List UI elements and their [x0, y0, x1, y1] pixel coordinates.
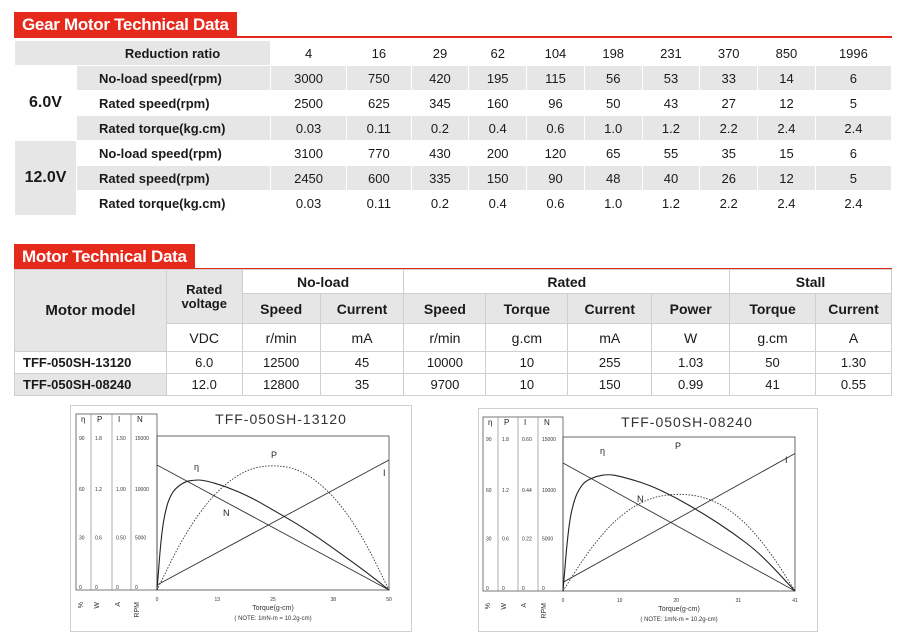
value-cell: 200	[469, 141, 527, 166]
x-tick-label: 38	[330, 597, 337, 603]
series-label: P	[675, 441, 682, 451]
motor-section-title: Motor Technical Data	[14, 244, 195, 270]
rated-voltage-header: Rated voltage	[166, 270, 242, 324]
value-cell: 625	[347, 91, 411, 116]
value-cell: 6	[815, 141, 891, 166]
value-cell: 0.03	[271, 116, 347, 141]
axis-value-label: 1.8	[95, 436, 102, 442]
value-cell: 1.2	[642, 116, 700, 141]
unit-cell: r/min	[404, 324, 486, 352]
value-cell: 0.4	[469, 116, 527, 141]
ratio-cell: 231	[642, 41, 700, 66]
value-cell: 5	[815, 91, 891, 116]
rated-header: Rated	[404, 270, 730, 294]
axis-value-label: 15000	[135, 436, 149, 442]
ratio-cell: 29	[411, 41, 469, 66]
series-label: η	[194, 462, 200, 472]
axis-value-label: 0	[79, 585, 82, 591]
value-cell: 10	[486, 374, 568, 396]
value-cell: 50	[730, 352, 816, 374]
value-cell: 6.0	[166, 352, 242, 374]
label-panel	[483, 417, 563, 591]
ratio-cell: 198	[584, 41, 642, 66]
value-cell: 12500	[242, 352, 320, 374]
column-head: η	[81, 415, 86, 424]
value-cell: 96	[527, 91, 585, 116]
value-cell: 2450	[271, 166, 347, 191]
axis-value-label: 90	[79, 436, 85, 442]
value-cell: 2.2	[700, 191, 758, 216]
value-cell: 335	[411, 166, 469, 191]
table-row	[15, 66, 892, 91]
ratio-cell: 850	[758, 41, 816, 66]
value-cell: 12	[758, 91, 816, 116]
value-cell: 33	[700, 66, 758, 91]
value-cell: 48	[584, 166, 642, 191]
chart-title: TFF-050SH-08240	[621, 414, 753, 430]
column-head: I	[524, 418, 527, 427]
value-cell: 43	[642, 91, 700, 116]
value-cell: 0.2	[411, 191, 469, 216]
value-cell: 0.11	[347, 116, 411, 141]
unit-cell: mA	[568, 324, 652, 352]
value-cell: 1.0	[584, 191, 642, 216]
value-cell: 345	[411, 91, 469, 116]
x-tick-label: 20	[673, 598, 679, 604]
axis-value-label: 0	[522, 586, 525, 592]
value-cell: 53	[642, 66, 700, 91]
value-cell: 12.0	[166, 374, 242, 396]
x-axis-label: Torque(g-cm)	[252, 605, 294, 612]
axis-value-label: 0	[95, 585, 98, 591]
value-cell: 770	[347, 141, 411, 166]
unit-label: A	[115, 602, 122, 607]
sub-header: Power	[652, 294, 730, 324]
unit-label: %	[485, 603, 492, 610]
unit-label: RPM	[541, 603, 548, 619]
series-line-eta	[563, 475, 795, 591]
x-axis-label: Torque(g-cm)	[658, 606, 700, 613]
ratio-cell: 62	[469, 41, 527, 66]
sub-header: Current	[568, 294, 652, 324]
axis-value-label: 90	[486, 437, 492, 443]
value-cell: 2500	[271, 91, 347, 116]
value-cell: 0.99	[652, 374, 730, 396]
axis-value-label: 5000	[135, 535, 147, 542]
ratio-cell: 4	[271, 41, 347, 66]
unit-label: %	[78, 602, 85, 609]
axis-value-label: 0.44	[522, 487, 532, 494]
value-cell: 2.4	[758, 191, 816, 216]
sub-header: Current	[320, 294, 404, 324]
sub-header: Speed	[404, 294, 486, 324]
row-label: Rated speed(rpm)	[77, 166, 271, 191]
axis-value-label: 10000	[542, 487, 556, 494]
series-line-eta	[157, 480, 389, 590]
x-tick-label: 10	[616, 598, 623, 604]
value-cell: 55	[642, 141, 700, 166]
ratio-cell: 370	[700, 41, 758, 66]
gear-section-title: Gear Motor Technical Data	[14, 12, 237, 38]
x-tick-label: 41	[792, 598, 798, 604]
axis-value-label: 0	[116, 585, 119, 591]
chart-panel-13120	[70, 405, 412, 632]
value-cell: 50	[584, 91, 642, 116]
value-cell: 0.4	[469, 191, 527, 216]
stall-header: Stall	[730, 270, 892, 294]
x-tick-label: 13	[214, 597, 221, 603]
table-row	[15, 374, 892, 396]
chart-note: ( NOTE: 1mN-m = 10.2g-cm)	[640, 617, 718, 623]
ratio-cell: 104	[527, 41, 585, 66]
sub-header: Torque	[486, 294, 568, 324]
value-cell: 150	[469, 166, 527, 191]
value-cell: 90	[527, 166, 585, 191]
axis-value-label: 0.50	[116, 535, 126, 542]
axis-value-label: 1.2	[95, 486, 102, 493]
value-cell: 40	[642, 166, 700, 191]
axis-value-label: 60	[79, 486, 85, 493]
value-cell: 3100	[271, 141, 347, 166]
value-cell: 5	[815, 166, 891, 191]
value-cell: 420	[411, 66, 469, 91]
value-cell: 0.55	[815, 374, 891, 396]
axis-value-label: 1.00	[116, 486, 126, 493]
unit-cell: g.cm	[486, 324, 568, 352]
value-cell: 1.0	[584, 116, 642, 141]
table-row	[15, 166, 892, 191]
axis-value-label: 5000	[542, 536, 554, 543]
value-cell: 430	[411, 141, 469, 166]
value-cell: 45	[320, 352, 404, 374]
value-cell: 0.2	[411, 116, 469, 141]
axis-value-label: 1.2	[502, 487, 509, 494]
series-label: N	[637, 494, 644, 504]
table-row	[15, 352, 892, 374]
value-cell: 10	[486, 352, 568, 374]
x-tick-label: 25	[270, 597, 276, 603]
axis-value-label: 0	[502, 586, 505, 592]
value-cell: 1.2	[642, 191, 700, 216]
series-line-i	[157, 460, 389, 585]
value-cell: 600	[347, 166, 411, 191]
voltage-label: 12.0V	[15, 141, 77, 216]
series-line-p	[563, 494, 795, 591]
table-row	[15, 116, 892, 141]
column-head: P	[504, 418, 510, 427]
series-label: P	[271, 450, 278, 460]
value-cell: 26	[700, 166, 758, 191]
value-cell: 1.30	[815, 352, 891, 374]
unit-label: A	[521, 603, 528, 608]
axis-value-label: 0	[542, 586, 545, 592]
value-cell: 35	[320, 374, 404, 396]
row-label: Rated speed(rpm)	[77, 91, 271, 116]
value-cell: 2.4	[815, 116, 891, 141]
axis-value-label: 0.6	[502, 536, 509, 543]
row-label: Rated torque(kg.cm)	[77, 116, 271, 141]
axis-value-label: 15000	[542, 437, 556, 443]
axis-value-label: 10000	[135, 486, 149, 493]
voltage-label: 6.0V	[15, 66, 77, 141]
chart-note: ( NOTE: 1mN-m = 10.2g-cm)	[234, 616, 312, 622]
value-cell: 6	[815, 66, 891, 91]
x-tick-label: 0	[155, 597, 159, 603]
value-cell: 1.03	[652, 352, 730, 374]
unit-label: W	[501, 603, 508, 610]
plot-frame	[563, 437, 795, 591]
unit-cell: mA	[320, 324, 404, 352]
unit-cell: g.cm	[730, 324, 816, 352]
axis-value-label: 1.8	[502, 437, 509, 443]
performance-chart-13120	[71, 406, 413, 633]
axis-value-label: 30	[79, 535, 85, 542]
column-head: P	[97, 415, 103, 424]
axis-value-label: 0	[135, 585, 138, 591]
value-cell: 41	[730, 374, 816, 396]
row-label: No-load speed(rpm)	[77, 141, 271, 166]
column-head: N	[544, 418, 550, 427]
axis-value-label: 0.6	[95, 535, 102, 542]
series-label: η	[600, 446, 606, 456]
gear-title-rule	[14, 36, 892, 38]
model-cell: TFF-050SH-08240	[15, 374, 167, 396]
ratio-cell: 1996	[815, 41, 891, 66]
axis-value-label: 0	[486, 586, 489, 592]
table-row	[15, 191, 892, 216]
value-cell: 255	[568, 352, 652, 374]
value-cell: 27	[700, 91, 758, 116]
motor-model-header: Motor model	[15, 270, 167, 352]
value-cell: 35	[700, 141, 758, 166]
axis-value-label: 0.22	[522, 536, 532, 543]
value-cell: 2.4	[758, 116, 816, 141]
sub-header: Current	[815, 294, 891, 324]
value-cell: 56	[584, 66, 642, 91]
unit-label: RPM	[134, 602, 141, 618]
axis-value-label: 60	[486, 487, 492, 494]
unit-label: W	[94, 602, 101, 609]
table-row	[15, 141, 892, 166]
gear-data-table	[14, 40, 892, 216]
model-cell: TFF-050SH-13120	[15, 352, 167, 374]
value-cell: 160	[469, 91, 527, 116]
value-cell: 2.2	[700, 116, 758, 141]
value-cell: 15	[758, 141, 816, 166]
series-label: N	[223, 508, 230, 518]
axis-value-label: 30	[486, 536, 492, 543]
motor-data-table	[14, 269, 892, 396]
value-cell: 10000	[404, 352, 486, 374]
series-label: I	[383, 468, 386, 478]
noload-header: No-load	[242, 270, 404, 294]
value-cell: 115	[527, 66, 585, 91]
sub-header: Speed	[242, 294, 320, 324]
unit-cell: VDC	[166, 324, 242, 352]
value-cell: 14	[758, 66, 816, 91]
axis-value-label: 0.60	[522, 437, 532, 443]
value-cell: 150	[568, 374, 652, 396]
chart-panel-08240	[478, 408, 818, 632]
unit-cell: W	[652, 324, 730, 352]
row-label: Rated torque(kg.cm)	[77, 191, 271, 216]
value-cell: 195	[469, 66, 527, 91]
chart-title: TFF-050SH-13120	[215, 411, 347, 427]
x-tick-label: 0	[561, 598, 565, 604]
series-line-i	[563, 454, 795, 583]
x-tick-label: 50	[386, 597, 392, 603]
unit-cell: r/min	[242, 324, 320, 352]
value-cell: 120	[527, 141, 585, 166]
column-head: N	[137, 415, 143, 424]
performance-chart-08240	[479, 409, 819, 633]
row-label: No-load speed(rpm)	[77, 66, 271, 91]
series-label: I	[785, 455, 788, 465]
value-cell: 0.11	[347, 191, 411, 216]
unit-cell: A	[815, 324, 891, 352]
value-cell: 0.6	[527, 191, 585, 216]
value-cell: 2.4	[815, 191, 891, 216]
value-cell: 9700	[404, 374, 486, 396]
column-head: I	[118, 415, 121, 424]
value-cell: 0.6	[527, 116, 585, 141]
value-cell: 3000	[271, 66, 347, 91]
value-cell: 12800	[242, 374, 320, 396]
value-cell: 12	[758, 166, 816, 191]
series-line-n	[563, 463, 795, 591]
table-row	[15, 91, 892, 116]
value-cell: 65	[584, 141, 642, 166]
reduction-ratio-header: Reduction ratio	[15, 41, 271, 66]
sub-header: Torque	[730, 294, 816, 324]
ratio-cell: 16	[347, 41, 411, 66]
value-cell: 750	[347, 66, 411, 91]
value-cell: 0.03	[271, 191, 347, 216]
series-line-n	[157, 465, 389, 590]
column-head: η	[488, 418, 493, 427]
x-tick-label: 31	[735, 598, 742, 604]
axis-value-label: 1.50	[116, 436, 126, 442]
